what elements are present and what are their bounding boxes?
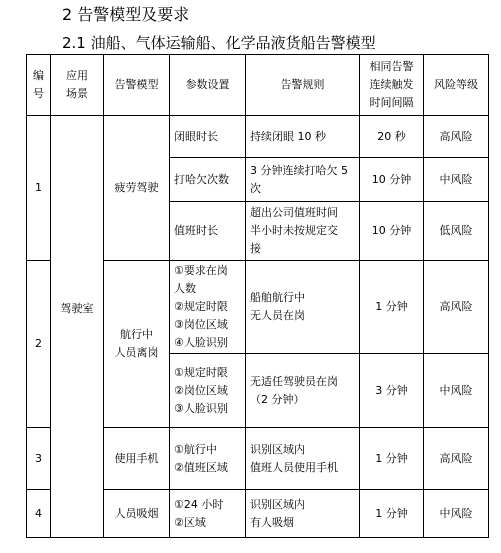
alarm-model-cell: 使用手机 bbox=[104, 428, 170, 490]
header-risk: 风险等级 bbox=[424, 55, 489, 116]
interval-cell: 10 分钟 bbox=[360, 202, 424, 261]
header-model: 告警模型 bbox=[104, 55, 170, 116]
interval-cell: 1 分钟 bbox=[360, 261, 424, 354]
alarm-model-cell: 疲劳驾驶 bbox=[104, 116, 170, 261]
param-cell: 打哈欠次数 bbox=[170, 158, 246, 202]
param-cell: ①航行中 ②值班区域 bbox=[170, 428, 246, 490]
group-number: 4 bbox=[27, 490, 51, 538]
interval-cell: 20 秒 bbox=[360, 116, 424, 158]
alarm-model-cell: 航行中 人员离岗 bbox=[104, 261, 170, 428]
header-no: 编 号 bbox=[27, 55, 51, 116]
rule-cell: 3 分钟连续打哈欠 5 次 bbox=[246, 158, 360, 202]
rule-cell: 识别区域内 值班人员使用手机 bbox=[246, 428, 360, 490]
interval-cell: 1 分钟 bbox=[360, 490, 424, 538]
param-cell: ①要求在岗 人数 ②规定时限 ③岗位区域 ④人脸识别 bbox=[170, 261, 246, 354]
rule-cell: 识别区域内 有人吸烟 bbox=[246, 490, 360, 538]
header-rule: 告警规则 bbox=[246, 55, 360, 116]
group-number: 2 bbox=[27, 261, 51, 428]
risk-level-cell: 高风险 bbox=[424, 261, 489, 354]
header-interval: 相同告警 连续触发 时间间隔 bbox=[360, 55, 424, 116]
rule-cell: 超出公司值班时间 半小时未按规定交 接 bbox=[246, 202, 360, 261]
risk-level-cell: 中风险 bbox=[424, 158, 489, 202]
rule-cell: 船舶航行中 无人员在岗 bbox=[246, 261, 360, 354]
subsection-heading: 2.1 油船、气体运输船、化学品液货船告警模型 bbox=[62, 34, 376, 52]
interval-cell: 3 分钟 bbox=[360, 354, 424, 428]
interval-cell: 10 分钟 bbox=[360, 158, 424, 202]
risk-level-cell: 高风险 bbox=[424, 428, 489, 490]
param-cell: 闭眼时长 bbox=[170, 116, 246, 158]
table-row bbox=[27, 116, 489, 158]
risk-level-cell: 中风险 bbox=[424, 354, 489, 428]
section-heading: 2 告警模型及要求 bbox=[62, 5, 190, 24]
param-cell: ①规定时限 ②岗位区域 ③人脸识别 bbox=[170, 354, 246, 428]
rule-cell: 持续闭眼 10 秒 bbox=[246, 116, 360, 158]
interval-cell: 1 分钟 bbox=[360, 428, 424, 490]
scene-cell bbox=[51, 116, 104, 538]
param-cell: ①24 小时 ②区域 bbox=[170, 490, 246, 538]
rule-cell: 无适任驾驶员在岗 （2 分钟） bbox=[246, 354, 360, 428]
risk-level-cell: 低风险 bbox=[424, 202, 489, 261]
header-scene: 应用 场景 bbox=[51, 55, 104, 116]
scene-label: 驾驶室 bbox=[60, 302, 94, 315]
alarm-model-cell: 人员吸烟 bbox=[104, 490, 170, 538]
group-number: 3 bbox=[27, 428, 51, 490]
risk-level-cell: 高风险 bbox=[424, 116, 489, 158]
header-param: 参数设置 bbox=[170, 55, 246, 116]
table-header-row bbox=[27, 55, 489, 116]
group-number: 1 bbox=[27, 116, 51, 261]
param-cell: 值班时长 bbox=[170, 202, 246, 261]
alarm-model-table bbox=[26, 54, 489, 538]
risk-level-cell: 中风险 bbox=[424, 490, 489, 538]
